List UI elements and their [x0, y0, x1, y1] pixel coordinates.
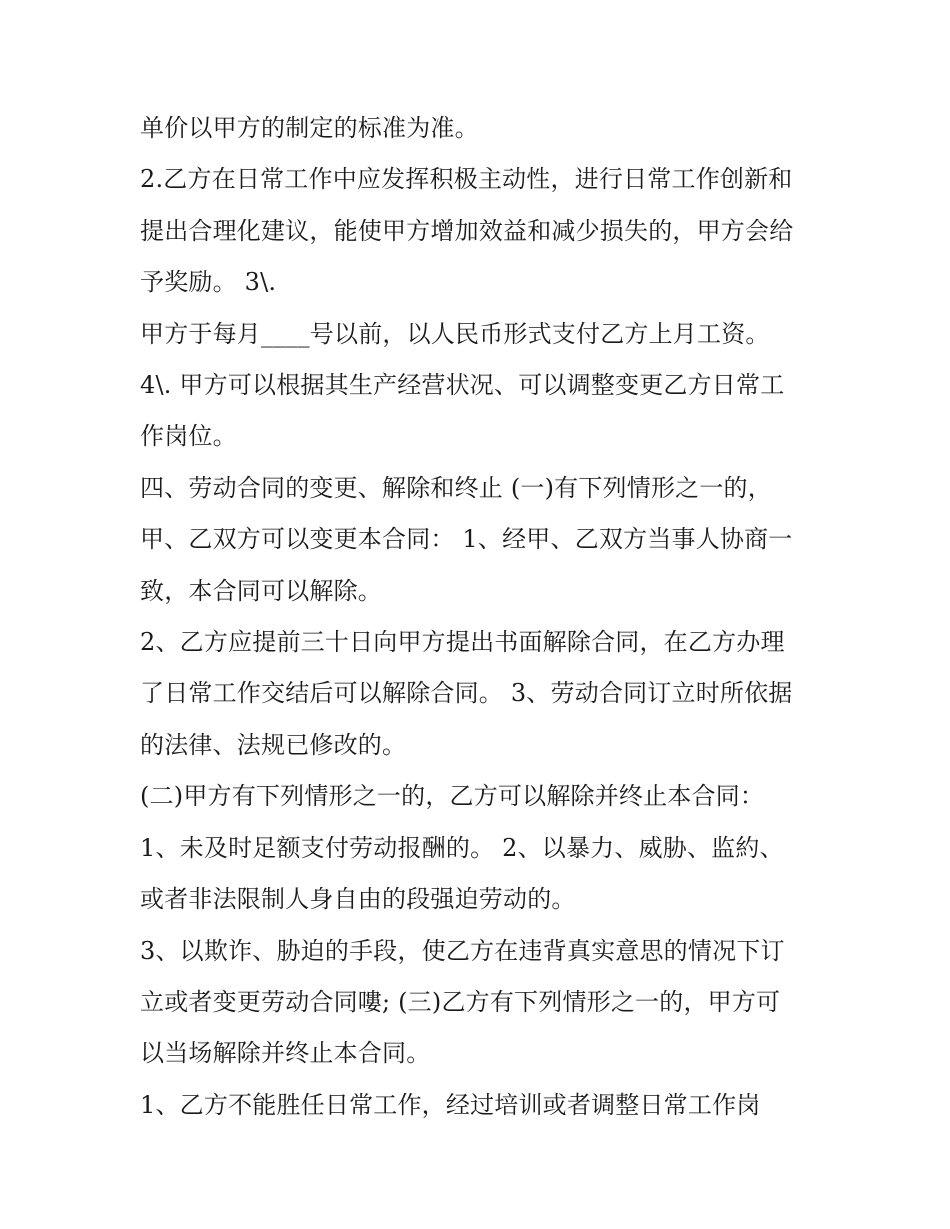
text-line: 1、乙方不能胜任日常工作，经过培训或者调整日常工作岗 [140, 1090, 761, 1119]
text-line: 致，本合同可以解除。 [140, 576, 382, 605]
text-line: 2.乙方在日常工作中应发挥积极主动性，进行日常工作创新和 [140, 165, 793, 194]
text-line: 或者非法限制人身自由的段强迫劳动的。 [140, 885, 576, 914]
text-line: 2、乙方应提前三十日向甲方提出书面解除合同，在乙方办理 [140, 628, 785, 657]
document-body [140, 103, 830, 1131]
text-line: 的法律、法规已修改的。 [140, 730, 407, 759]
text-line: 1、未及时足额支付劳动报酬的。 2、以暴力、威胁、监約、 [140, 833, 784, 862]
text-line: 甲、乙双方可以变更本合同： 1、经甲、乙双方当事人协商一 [140, 525, 793, 554]
text-line: 4\. 甲方可以根据其生产经营状况、可以调整变更乙方日常工 [140, 371, 785, 400]
text-line: 四、劳动合同的变更、解除和终止 (一)有下列情形之一的， [140, 473, 772, 502]
text-line: (二)甲方有下列情形之一的，乙方可以解除并终止本合同： [140, 782, 765, 811]
text-line: 立或者变更劳动合同嘍; (三)乙方有下列情形之一的，甲方可 [140, 987, 781, 1016]
text-line: 3、以欺诈、胁迫的手段，使乙方在违背真实意思的情况下订 [140, 936, 785, 965]
text-line: 作岗位。 [140, 422, 237, 451]
text-line: 予奖励。 3\. [140, 268, 277, 297]
text-line: 单价以甲方的制定的标准为准。 [140, 114, 479, 142]
text-line: 以当场解除并终止本合同。 [140, 1039, 431, 1068]
text-line: 提出合理化建议，能使甲方增加效益和减少损失的，甲方会给 [140, 216, 794, 245]
text-line: 甲方于每月____号以前，以人民币形式支付乙方上月工资。 [140, 319, 770, 348]
text-line: 了日常工作交结后可以解除合同。 3、劳动合同订立时所依据 [140, 679, 793, 708]
